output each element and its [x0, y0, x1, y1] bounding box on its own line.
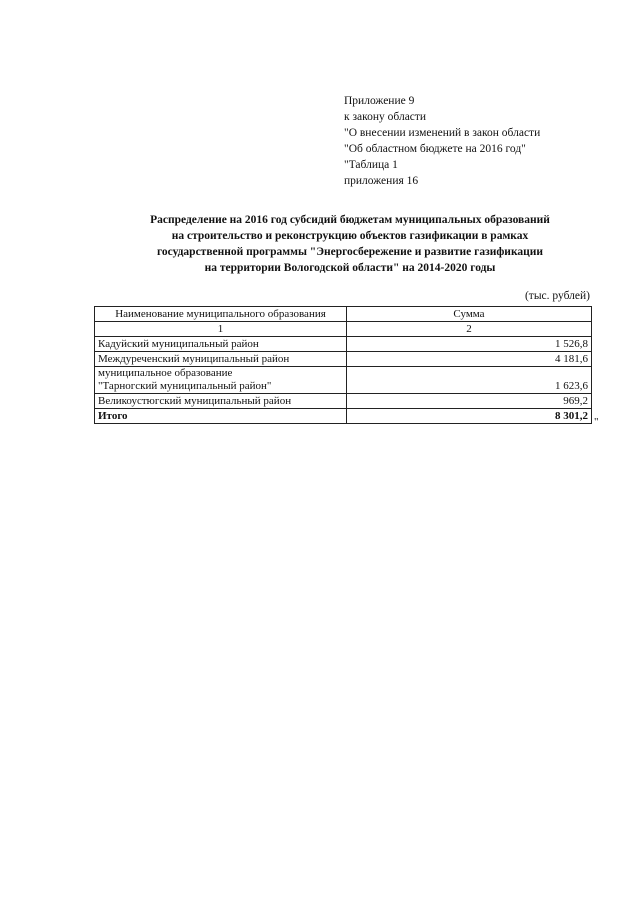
table-row: [95, 367, 592, 394]
row-name-cell: Великоустюгский муниципальный район: [95, 394, 347, 409]
title-line: на строительство и реконструкцию объектов газификации в рамках: [171, 230, 529, 242]
row-name-cell: Междуреченский муниципальный район: [95, 352, 347, 367]
title-line: государственной программы "Энергосбережение и развитие газификации: [156, 246, 544, 258]
column-number-name: 1: [95, 322, 347, 337]
appendix-line: "Об областном бюджете на 2016 год": [344, 143, 526, 155]
appendix-line: к закону области: [344, 111, 427, 123]
column-number-row: [95, 322, 592, 337]
appendix-line: приложения 16: [344, 175, 419, 187]
appendix-line: "Таблица 1: [344, 159, 398, 171]
row-sum-cell: 1 526,8: [347, 337, 592, 352]
total-name-cell: Итого: [95, 409, 347, 424]
document-title: [60, 212, 640, 276]
appendix-line: "О внесении изменений в закон области: [344, 127, 541, 139]
row-sum-cell: 969,2: [347, 394, 592, 409]
header-sum-cell: Сумма: [347, 307, 592, 322]
header-name-cell: Наименование муниципального образования: [95, 307, 347, 322]
subsidy-table: [94, 306, 592, 424]
row-name-line: "Тарногский муниципальный район": [98, 380, 272, 392]
row-name-cell: [95, 367, 347, 394]
table-row: [95, 394, 592, 409]
total-sum-cell: 8 301,2: [347, 409, 592, 424]
table-header-row: [95, 307, 592, 322]
table-row: [95, 352, 592, 367]
title-line: на территории Вологодской области" на 2014-2020 годы: [204, 262, 496, 274]
row-sum-cell: 1 623,6: [347, 367, 592, 394]
row-name-line: муниципальное образование: [98, 367, 233, 379]
units-label: (тыс. рублей): [524, 290, 590, 302]
appendix-line: Приложение 9: [344, 95, 415, 107]
title-line: Распределение на 2016 год субсидий бюджетам муниципальных образований: [150, 214, 550, 226]
row-sum-cell: 4 181,6: [347, 352, 592, 367]
row-name-cell: Кадуйский муниципальный район: [95, 337, 347, 352]
closing-quote: ": [594, 416, 599, 428]
table-row: [95, 337, 592, 352]
total-row: [95, 409, 592, 424]
column-number-sum: 2: [347, 322, 592, 337]
appendix-header: [344, 93, 614, 189]
